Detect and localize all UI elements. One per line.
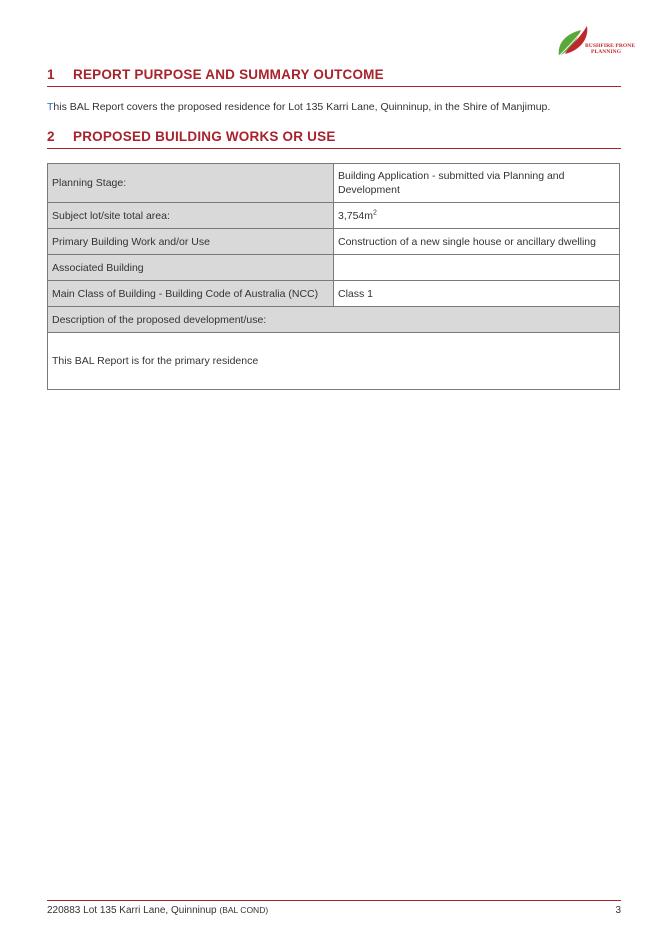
section-title: PROPOSED BUILDING WORKS OR USE (73, 129, 336, 144)
row-value: Building Application - submitted via Planning and Development (334, 164, 620, 203)
logo-line-1: BUSHFIRE PRONE (585, 43, 636, 49)
footer-document-type: (BAL COND) (219, 905, 269, 915)
description-value: This BAL Report is for the primary residence (48, 333, 620, 390)
section-1-heading (47, 67, 621, 87)
table-row (48, 203, 620, 229)
logo-line-2: PLANNING (591, 48, 622, 55)
table-row (48, 307, 620, 333)
table-row (48, 229, 620, 255)
section-2-heading (47, 129, 621, 149)
section-number: 2 (47, 129, 55, 144)
footer-left (47, 905, 268, 916)
logo (555, 24, 636, 60)
description-label: Description of the proposed development/use: (48, 307, 620, 333)
page-footer (47, 900, 621, 916)
intro-first-letter: T (47, 101, 54, 113)
row-label: Subject lot/site total area: (48, 203, 334, 229)
page-number: 3 (615, 905, 621, 916)
table-row (48, 333, 620, 390)
row-value (334, 203, 620, 229)
building-works-table (47, 163, 620, 390)
logo-text (585, 44, 635, 55)
row-value: Class 1 (334, 281, 620, 307)
row-label: Planning Stage: (48, 164, 334, 203)
area-superscript: 2 (373, 209, 377, 216)
section-title: REPORT PURPOSE AND SUMMARY OUTCOME (73, 67, 384, 82)
intro-text: his BAL Report covers the proposed residence for Lot 135 Karri Lane, Quinninup, in the Shire of Manjimup. (53, 101, 551, 113)
intro-paragraph (47, 101, 550, 113)
area-value: 3,754m (338, 209, 374, 222)
section-number: 1 (47, 67, 55, 82)
row-value (334, 255, 620, 281)
table-row (48, 164, 620, 203)
row-label: Primary Building Work and/or Use (48, 229, 334, 255)
row-value: Construction of a new single house or ancillary dwelling (334, 229, 620, 255)
row-label: Main Class of Building - Building Code of Australia (NCC) (48, 281, 334, 307)
footer-document-ref: 220883 Lot 135 Karri Lane, Quinninup (47, 905, 217, 916)
table-row (48, 281, 620, 307)
table-row (48, 255, 620, 281)
row-label: Associated Building (48, 255, 334, 281)
